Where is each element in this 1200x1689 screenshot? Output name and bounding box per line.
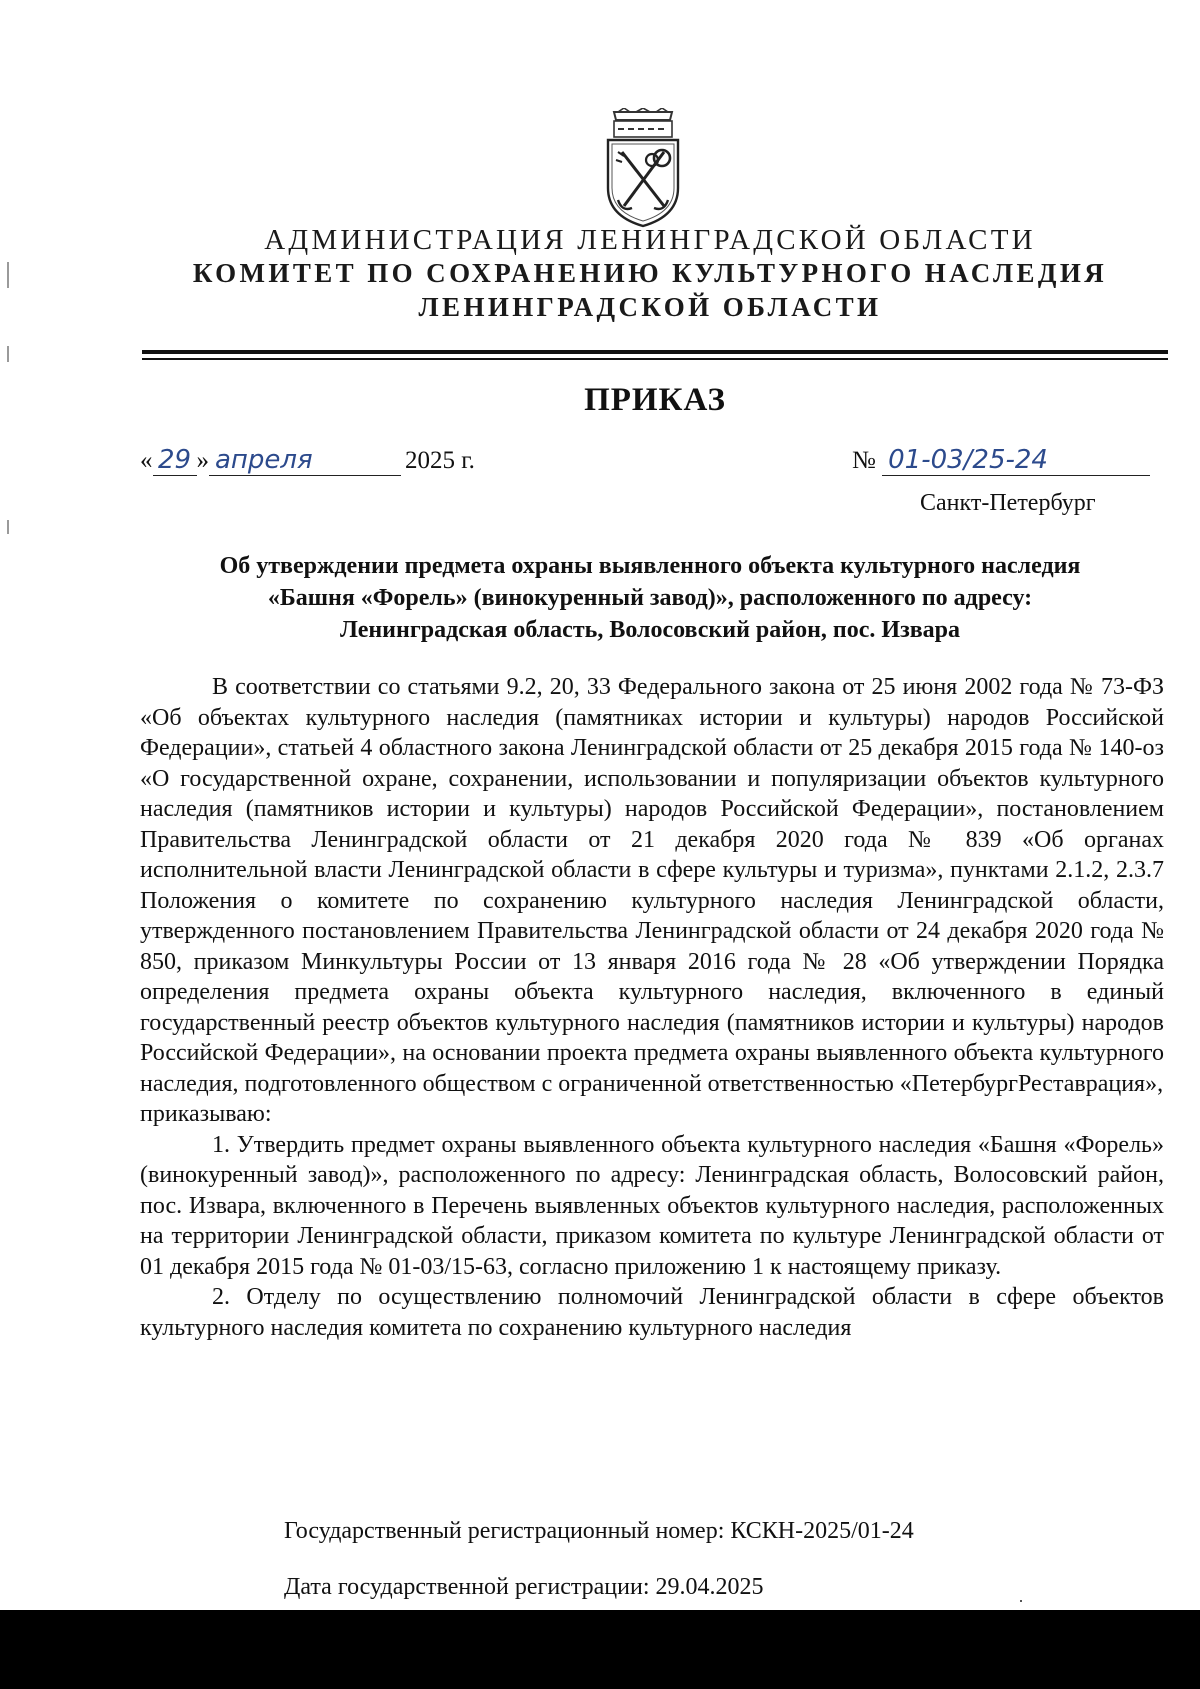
subject-line: Ленинградская область, Волосовский район, пос. Извара <box>339 617 961 643</box>
scan-bottom-band <box>0 1610 1200 1689</box>
order-body <box>140 672 1164 1343</box>
subject-line: «Башня «Форель» (винокуренный завод)», расположенного по адресу: <box>267 585 1033 611</box>
registration-number: Государственный регистрационный номер: КСКН-2025/01-24 <box>284 1518 914 1544</box>
scan-edge-mark <box>7 346 9 362</box>
order-number <box>852 445 1150 476</box>
scan-edge-mark <box>7 262 9 288</box>
number-field <box>882 445 1150 476</box>
date-day-field <box>153 445 197 476</box>
date-day-handwritten: 29 <box>157 445 192 475</box>
order-subject <box>140 550 1160 646</box>
order-word: приказываю: <box>140 1101 272 1127</box>
document-title: ПРИКАЗ <box>584 382 726 418</box>
date-month-field <box>209 445 401 476</box>
issue-city: Санкт-Петербург <box>920 490 1096 516</box>
committee-region: ЛЕНИНГРАДСКОЙ ОБЛАСТИ <box>418 292 882 322</box>
date-month-handwritten: апреля <box>215 445 313 475</box>
number-handwritten: 01-03/25-24 <box>888 445 1048 475</box>
date-close-quote: » <box>196 447 209 474</box>
number-label: № <box>852 447 876 474</box>
subject-line: Об утверждении предмета охраны выявленного объекта культурного наследия <box>219 553 1081 579</box>
administration-name: АДМИНИСТРАЦИЯ ЛЕНИНГРАДСКОЙ ОБЛАСТИ <box>264 224 1036 256</box>
header-divider-thick <box>142 350 1168 354</box>
registration-date: Дата государственной регистрации: 29.04.2025 <box>284 1574 764 1600</box>
order-date <box>140 445 475 476</box>
header-divider-thin <box>142 358 1168 360</box>
scan-speck <box>1020 1600 1022 1602</box>
date-year: 2025 г. <box>405 447 475 474</box>
order-item-2: 2. Отделу по осуществлению полномочий Ленинградской области в сфере объектов культурного наследия комитета по сохранению культурного наследия <box>140 1284 1164 1341</box>
date-open-quote: « <box>140 447 153 474</box>
leningrad-oblast-coat-of-arms-icon <box>602 108 684 228</box>
order-item-1: 1. Утвердить предмет охраны выявленного объекта культурного наследия «Башня «Форель» (винокуренный завод)», расположенного по адресу: Ленинградская область, Волосовский район, пос. Извара, включенного в Перечень выявленных объектов культурного наследия, расположенных на территории Ленинградской области, приказом комитета по культуре Ленинградской области от 01 декабря 2015 года № 01-03/15-63, согласно приложению 1 к настоящему приказу. <box>140 1131 1164 1280</box>
preamble-paragraph: В соответствии со статьями 9.2, 20, 33 Федерального закона от 25 июня 2002 года № 73-ФЗ «Об объектах культурного наследия (памятниках истории и культуры) народов Российской Федерации», статьей 4 областного закона Ленинградской области от 25 декабря 2015 года № 140-оз «О государственной охране, сохранении, использовании и популяризации объектов культурного наследия (памятников истории и культуры) народов Российской Федерации», постановлением Правительства Ленинградской области от 21 декабря 2020 года № 839 «Об органах исполнительной власти Ленинградской области в сфере культуры и туризма», пунктами 2.1.2, 2.3.7 Положения о комитете по сохранению культурного наследия Ленинградской области, утвержденного постановлением Правительства Ленинградской области от 24 декабря 2020 года № 850, приказом Минкультуры России от 13 января 2016 года № 28 «Об утверждении Порядка определения предмета охраны объекта культурного наследия, включенного в единый государственный реестр объектов культурного наследия (памятников истории и культуры) народов Российской Федерации», на основании проекта предмета охраны выявленного объекта культурного наследия, подготовленного обществом с ограниченной ответственностью «ПетербургРеставрация», <box>140 674 1164 1097</box>
scan-edge-mark <box>7 520 9 534</box>
committee-name: КОМИТЕТ ПО СОХРАНЕНИЮ КУЛЬТУРНОГО НАСЛЕДИЯ <box>192 258 1108 288</box>
